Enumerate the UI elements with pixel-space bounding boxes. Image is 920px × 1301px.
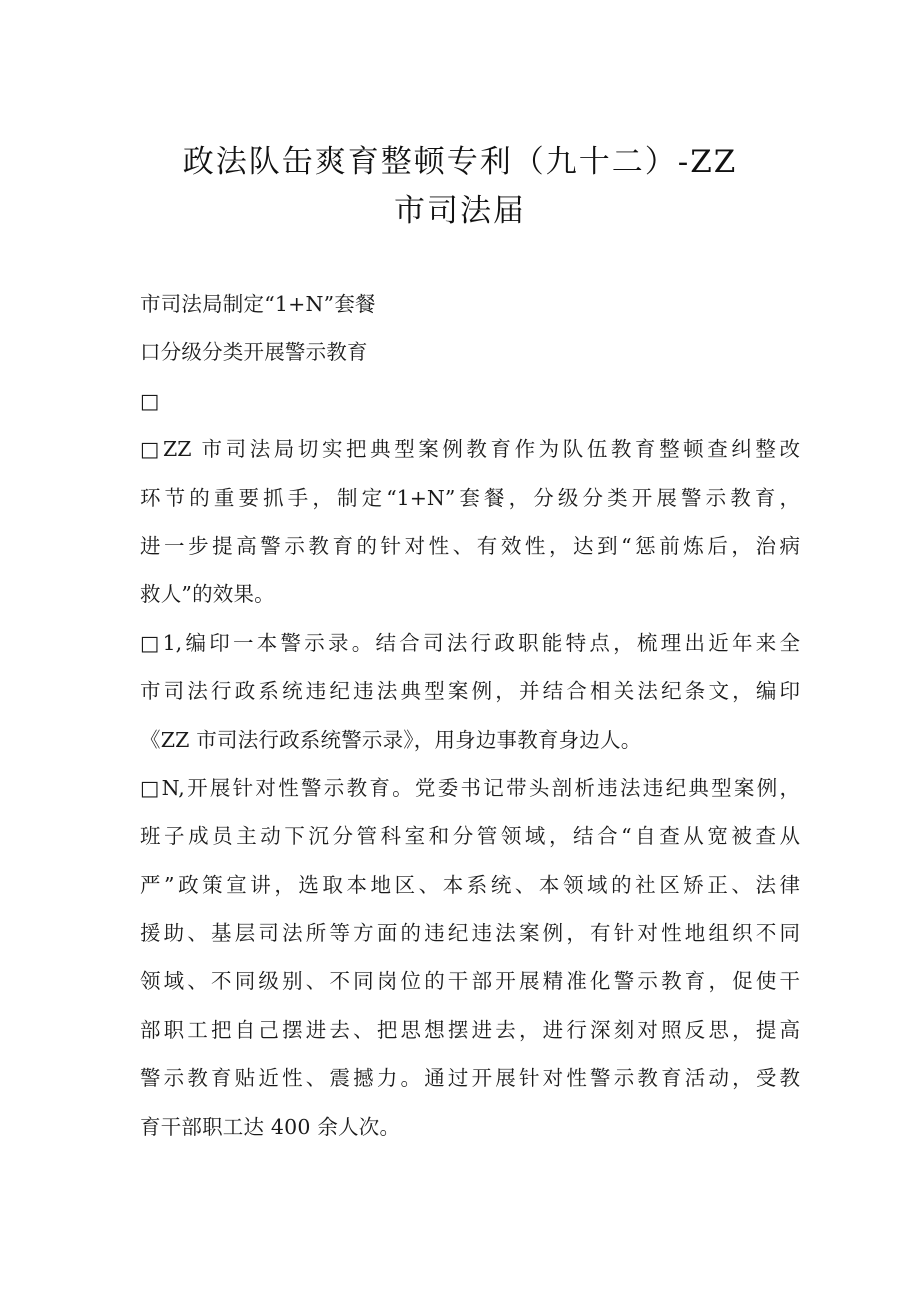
- document-title-line-2: 市司法届: [394, 193, 526, 229]
- body-line: 部职工把自己摆进去、把思想摆进去，进行深刻对照反思，提高: [140, 1017, 800, 1042]
- body-line: 领域、不同级别、不同岗位的干部开展精准化警示教育，促使干: [140, 969, 800, 994]
- body-line: 严”政策宣讲，选取本地区、本系统、本领域的社区矫正、法律: [140, 872, 800, 897]
- body-line: 援助、基层司法所等方面的违纪违法案例，有针对性地组织不同: [140, 921, 800, 946]
- body-line: 育干部职工达 400 余人次。: [140, 1114, 401, 1139]
- body-line: □ZZ 市司法局切实把典型案例教育作为队伍教育整顿查纠整改: [140, 437, 800, 462]
- body-line: 《ZZ 市司法行政系统警示录》，用身边事教育身边人。: [140, 727, 642, 752]
- body-line: □: [140, 388, 160, 413]
- body-line: □N,开展针对性警示教育。党委书记带头剖析违法违纪典型案例，: [140, 775, 800, 800]
- body-line: 市司法局制定“1+N”套餐: [140, 292, 376, 316]
- body-line: 救人”的效果。: [140, 582, 275, 607]
- document-body: [140, 280, 800, 1151]
- body-line: 班子成员主动下沉分管科室和分管领域，结合“自查从宽被查从: [140, 824, 800, 849]
- body-line: □1,编印一本警示录。结合司法行政职能特点，梳理出近年来全: [140, 630, 800, 655]
- body-line: 环节的重要抓手，制定“1+N”套餐，分级分类开展警示教育，: [140, 485, 800, 510]
- document-title-line-1: 政法队缶爽育整顿专利（九十二）-ZZ: [182, 144, 738, 180]
- body-line: 进一步提高警示教育的针对性、有效性，达到“惩前炼后，治病: [140, 533, 800, 558]
- body-line: 口分级分类开展警示教育: [140, 340, 368, 365]
- body-line: 市司法行政系统违纪违法典型案例，并结合相关法纪条文，编印: [140, 679, 800, 704]
- body-line: 警示教育贴近性、震撼力。通过开展针对性警示教育活动，受教: [140, 1066, 800, 1091]
